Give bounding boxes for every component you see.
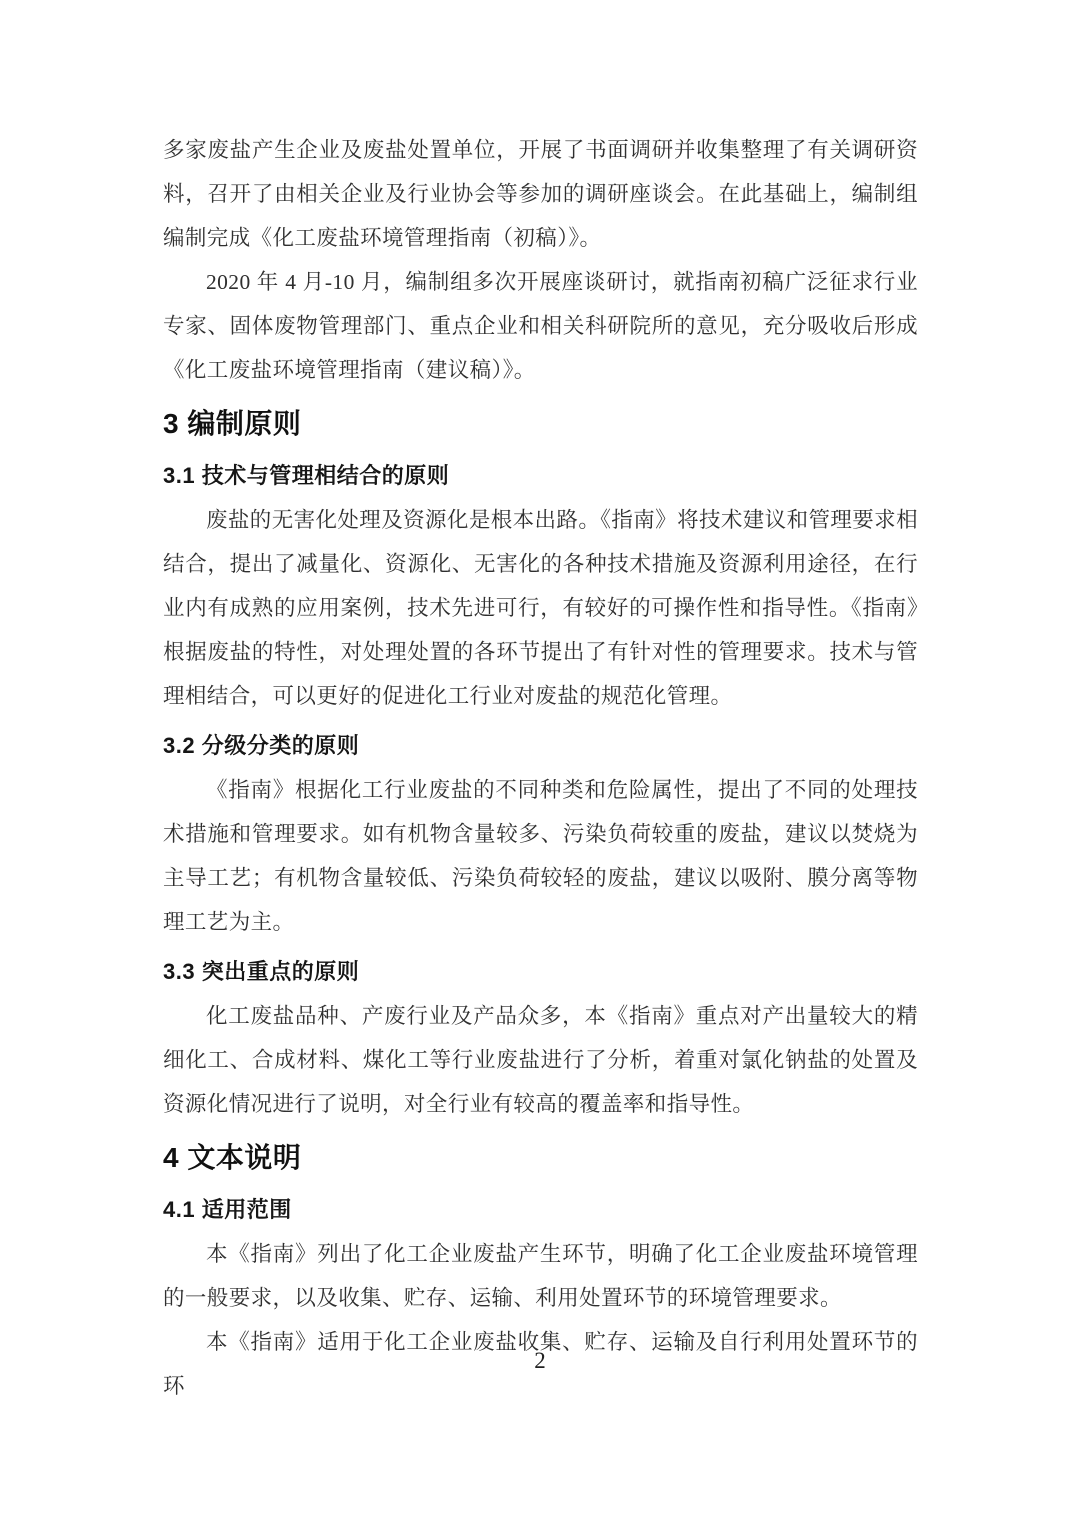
subsection-heading-3-3: 3.3 突出重点的原则 [163,959,360,984]
paragraph: 多家废盐产生企业及废盐处置单位，开展了书面调研并收集整理了有关调研资料，召开了由相关企业及行业协会等参加的调研座谈会。在此基础上，编制组编制完成《化工废盐环境管理指南（初稿）》。 [163,138,918,250]
paragraph: 《指南》根据化工行业废盐的不同种类和危险属性，提出了不同的处理技术措施和管理要求。如有机物含量较多、污染负荷较重的废盐，建议以焚烧为主导工艺；有机物含量较低、污染负荷较轻的废盐，建议以吸附、膜分离等物理工艺为主。 [163,778,918,934]
subsection-heading-4-1: 4.1 适用范围 [163,1197,292,1222]
paragraph: 本《指南》列出了化工企业废盐产生环节，明确了化工企业废盐环境管理的一般要求，以及收集、贮存、运输、利用处置环节的环境管理要求。 [163,1242,918,1310]
page-number: 2 [534,1348,546,1373]
subsection-heading-3-1: 3.1 技术与管理相结合的原则 [163,463,450,488]
document-content [163,128,918,1408]
section-heading-3: 3 编制原则 [163,408,302,439]
subsection-heading-3-2: 3.2 分级分类的原则 [163,733,360,758]
section-heading-4: 4 文本说明 [163,1142,302,1173]
paragraph: 废盐的无害化处理及资源化是根本出路。《指南》将技术建议和管理要求相结合，提出了减量化、资源化、无害化的各种技术措施及资源利用途径，在行业内有成熟的应用案例，技术先进可行，有较好的可操作性和指导性。《指南》根据废盐的特性，对处理处置的各环节提出了有针对性的管理要求。技术与管理相结合，可以更好的促进化工行业对废盐的规范化管理。 [163,508,918,708]
paragraph: 化工废盐品种、产废行业及产品众多，本《指南》重点对产出量较大的精细化工、合成材料、煤化工等行业废盐进行了分析，着重对氯化钠盐的处置及资源化情况进行了说明，对全行业有较高的覆盖率和指导性。 [163,1004,918,1116]
paragraph: 2020 年 4 月-10 月，编制组多次开展座谈研讨，就指南初稿广泛征求行业专家、固体废物管理部门、重点企业和相关科研院所的意见，充分吸收后形成《化工废盐环境管理指南（建议稿）》。 [163,270,918,382]
paragraph: 本《指南》适用于化工企业废盐收集、贮存、运输及自行利用处置环节的环 [163,1330,918,1398]
